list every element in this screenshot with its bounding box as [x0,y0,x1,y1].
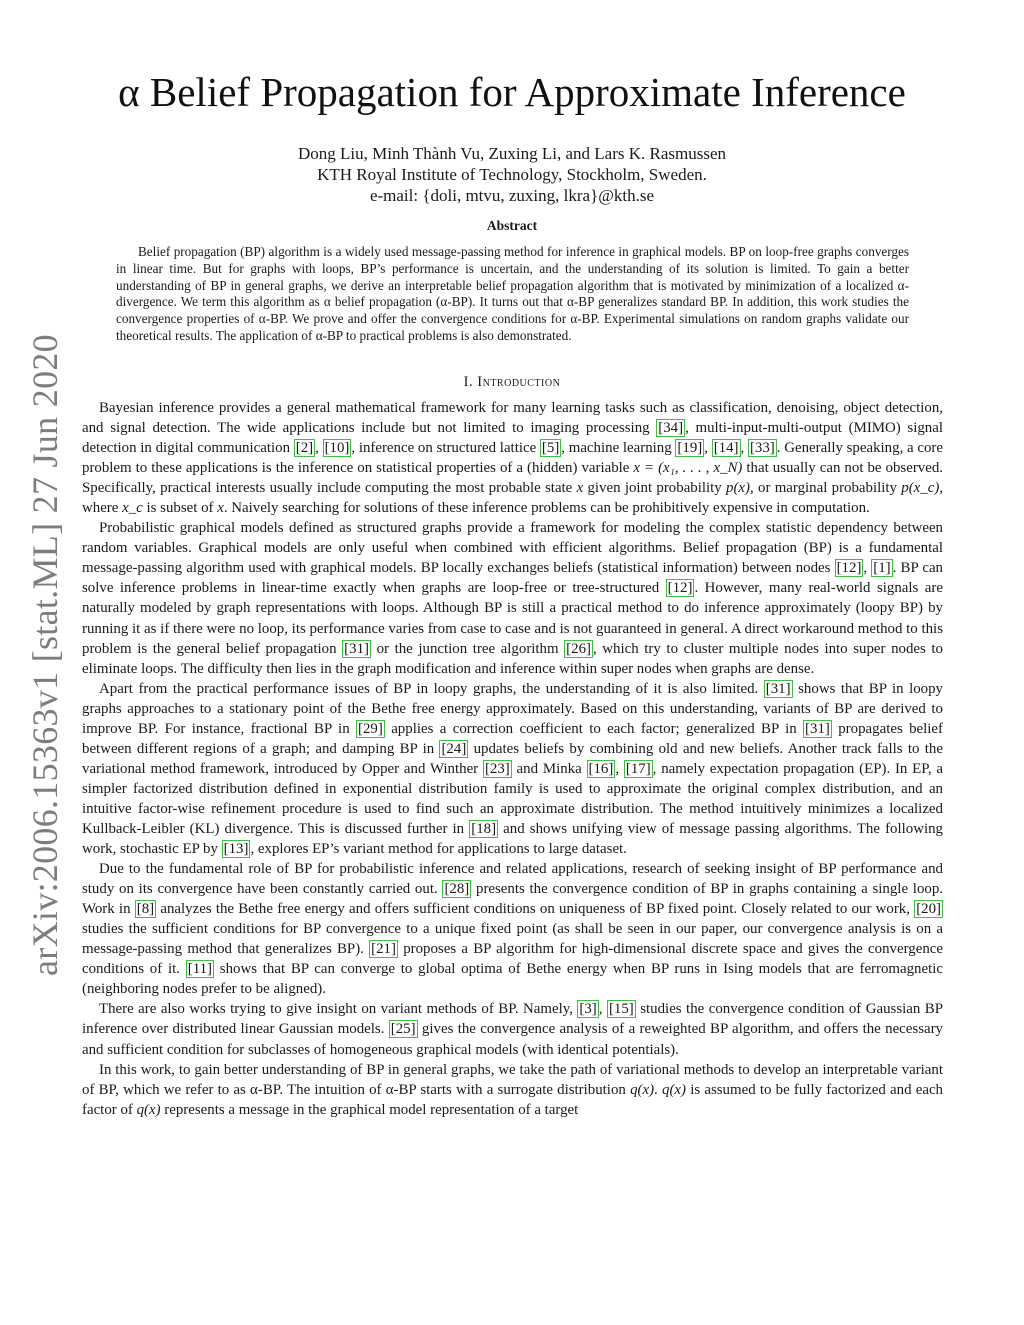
inline-math: q(x) [662,1081,686,1098]
citation-link[interactable]: [28] [444,881,470,898]
abstract-heading: Abstract [486,218,538,233]
citation-link[interactable]: [24] [441,740,467,757]
citation-link[interactable]: [31] [805,720,830,737]
citation-link[interactable]: [2] [295,440,314,457]
arxiv-identifier: arXiv:2006.15363v1 [stat.ML] 27 Jun 2020 [25,334,65,976]
arxiv-sidebar [22,334,68,976]
citation-link[interactable]: [16] [588,760,614,777]
author-affiliation: KTH Royal Institute of Technology, Stockholm, Sweden. [317,165,707,184]
citation-link[interactable]: [17] [625,760,651,777]
paragraph: Bayesian inference provides a general mathematical framework for many learning tasks such as classification, denoising, object detection, and signal detection. The wide applications include but not limited to imaging processing [34] , multi-input-multi-output (MIMO) signal detection in digital communication [2] , [10] , inference on structured lattice [5] , machine learning [19] , [14] , [33] . Generally speaking, a core problem to these applications is the inference on statistical properties of a (hidden) variable x = (x₁, . . . , x_N) that usually can not be observed. Specifically, practical interests usually include computing the most probable state x given joint probability p(x), or marginal probability p(x_c), where x_c is subset of x. Naively searching for solutions of these inference problems can be prohibitively expensive in computation. [82,400,944,517]
body-text [82,398,943,1120]
section-heading [0,374,1024,391]
section-title: Introduction [477,374,561,390]
citation-link[interactable]: [18] [471,820,497,837]
citation-link[interactable]: [14] [713,440,739,457]
inline-math: x_c [122,500,143,517]
citation-link[interactable]: [5] [541,440,560,457]
author-block [0,143,1024,206]
abstract-body: Belief propagation (BP) algorithm is a widely used message-passing method for inference in graphical models. BP on loop-free graphs converges in linear time. But for graphs with loops, BP’s performance is uncertain, and the understanding of its solution is limited. To gain a better understanding of BP in general graphs, we derive an interpretable belief propagation algorithm that is motivated by minimization of a localized α-divergence. We term this algorithm as α belief propagation (α-BP). It turns out that α-BP generalizes standard BP. In addition, this work studies the convergence properties of α-BP. We prove and offer the convergence conditions for α-BP. Experimental simulations on random graphs validate our theoretical results. The application of α-BP to practical problems is also demonstrated. [116,244,909,343]
citation-link[interactable]: [21] [371,941,396,958]
author-names: Dong Liu, Minh Thành Vu, Zuxing Li, and Lars K. Rasmussen [297,144,727,163]
inline-math: q(x) [136,1101,161,1118]
citation-link[interactable]: [13] [223,841,249,858]
author-email: e-mail: {doli, mtvu, zuxing, lkra}@kth.se [369,186,655,205]
inline-math: x [217,500,224,517]
section-number: I. [463,374,474,390]
citation-link[interactable]: [29] [358,720,383,737]
citation-link[interactable]: [10] [324,440,350,457]
inline-math: p(x_c) [901,480,940,497]
citation-link[interactable]: [12] [836,560,862,577]
paragraph: Probabilistic graphical models defined as structured graphs provide a framework for modeling the complex statistic dependency between random variables. Graphical models are only useful when combined with efficient algorithms. Belief propagation (BP) is a fundamental message-passing algorithm used with graphical models. BP locally exchanges beliefs (statistical information) between nodes [12] , [1] . BP can solve inference problems in linear-time exactly when graphs are loop-free or tree-structured [12] . However, many real-world signals are naturally modeled by graph representations with loops. Although BP is still a practical method to do inference approximately (loopy BP) by running it as if there were no loop, its performance varies from case to case and is not guaranteed in general. A direct workaround method to this problem is the general belief propagation [31] or the junction tree algorithm [26] , which try to cluster multiple nodes into super nodes to eliminate loops. The difficulty then lies in the graph modification and inference within super nodes when graphs are dense. [82,520,943,677]
paper-title: α Belief Propagation for Approximate Inference [118,69,906,115]
inline-math: x [576,480,584,497]
citation-link[interactable]: [12] [667,580,693,597]
citation-link[interactable]: [1] [873,560,891,577]
citation-link[interactable]: [3] [579,1001,597,1018]
citation-link[interactable]: [34] [658,420,684,437]
citation-link[interactable]: [11] [187,961,213,978]
citation-link[interactable]: [15] [608,1001,634,1018]
citation-link[interactable]: [23] [484,760,510,777]
citation-link[interactable]: [31] [344,640,369,657]
citation-link[interactable]: [8] [136,901,155,918]
paragraph: Apart from the practical performance issues of BP in loopy graphs, the understanding of it is also limited. [31] shows that BP in loopy graphs approaches to a stationary point of the Bethe free energy approximately. Based on this understanding, variants of BP are derived to improve BP. For instance, fractional BP in [29] applies a correction coefficient to each factor; generalized BP in [31] propagates belief between different regions of a graph; and damping BP in [24] updates beliefs by combining old and new beliefs. Another track falls to the variational method framework, introduced by Opper and Winther [23] and Minka [16] , [17] , namely expectation propagation (EP). In EP, a simpler factorized distribution defined in exponential distribution family is used to approximate the original complex distribution, and an intuitive factor-wise refinement procedure is used to find such an approximate distribution. The method intuitively minimizes a localized Kullback-Leibler (KL) divergence. This is discussed further in [18] and shows unifying view of message passing algorithms. The following work, stochastic EP by [13] , explores EP’s variant method for applications to large dataset. [82,680,944,858]
inline-math: p(x) [726,480,751,497]
citation-link[interactable]: [26] [566,640,591,657]
paragraph: Due to the fundamental role of BP for probabilistic inference and related applications, research of seeking insight of BP performance and study on its convergence have been constantly carried out. [28] presents the convergence condition of BP in graphs containing a single loop. Work in [8] analyzes the Bethe free energy and offers sufficient conditions on uniqueness of BP fixed point. Closely related to our work, [20] studies the sufficient conditions for BP convergence to a unique fixed point (as shall be seen in our paper, our convergence analysis is on a message-passing method that generalizes BP). [21] proposes a BP algorithm for high-dimensional discrete space and gives the convergence conditions of it. [11] shows that BP can converge to global optima of Bethe energy when BP runs in Ising models that are ferromagnetic (neighboring nodes prefer to be aligned). [82,861,943,998]
paragraph: There are also works trying to give insight on variant methods of BP. Namely, [3] , [15] studies the convergence condition of Gaussian BP inference over distributed linear Gaussian models. [25] gives the convergence analysis of a reweighted BP algorithm, and offers the necessary and sufficient condition for subclasses of homogeneous graphical models (with identical potentials). [82,1001,943,1058]
citation-link[interactable]: [19] [677,440,703,457]
citation-link[interactable]: [33] [749,440,775,457]
citation-link[interactable]: [25] [390,1021,416,1038]
citation-link[interactable]: [20] [916,901,941,918]
paragraph: In this work, to gain better understanding of BP in general graphs, we take the path of variational methods to develop an interpretable variant of BP, which we refer to as α-BP. The intuition of α-BP starts with a surrogate distribution q(x). q(x) is assumed to be fully factorized and each factor of q(x) represents a message in the graphical model representation of a target [82,1061,944,1118]
inline-math: x = (x₁, . . . , x_N) [633,460,743,477]
inline-math: q(x) [630,1081,655,1098]
citation-link[interactable]: [31] [765,680,791,697]
